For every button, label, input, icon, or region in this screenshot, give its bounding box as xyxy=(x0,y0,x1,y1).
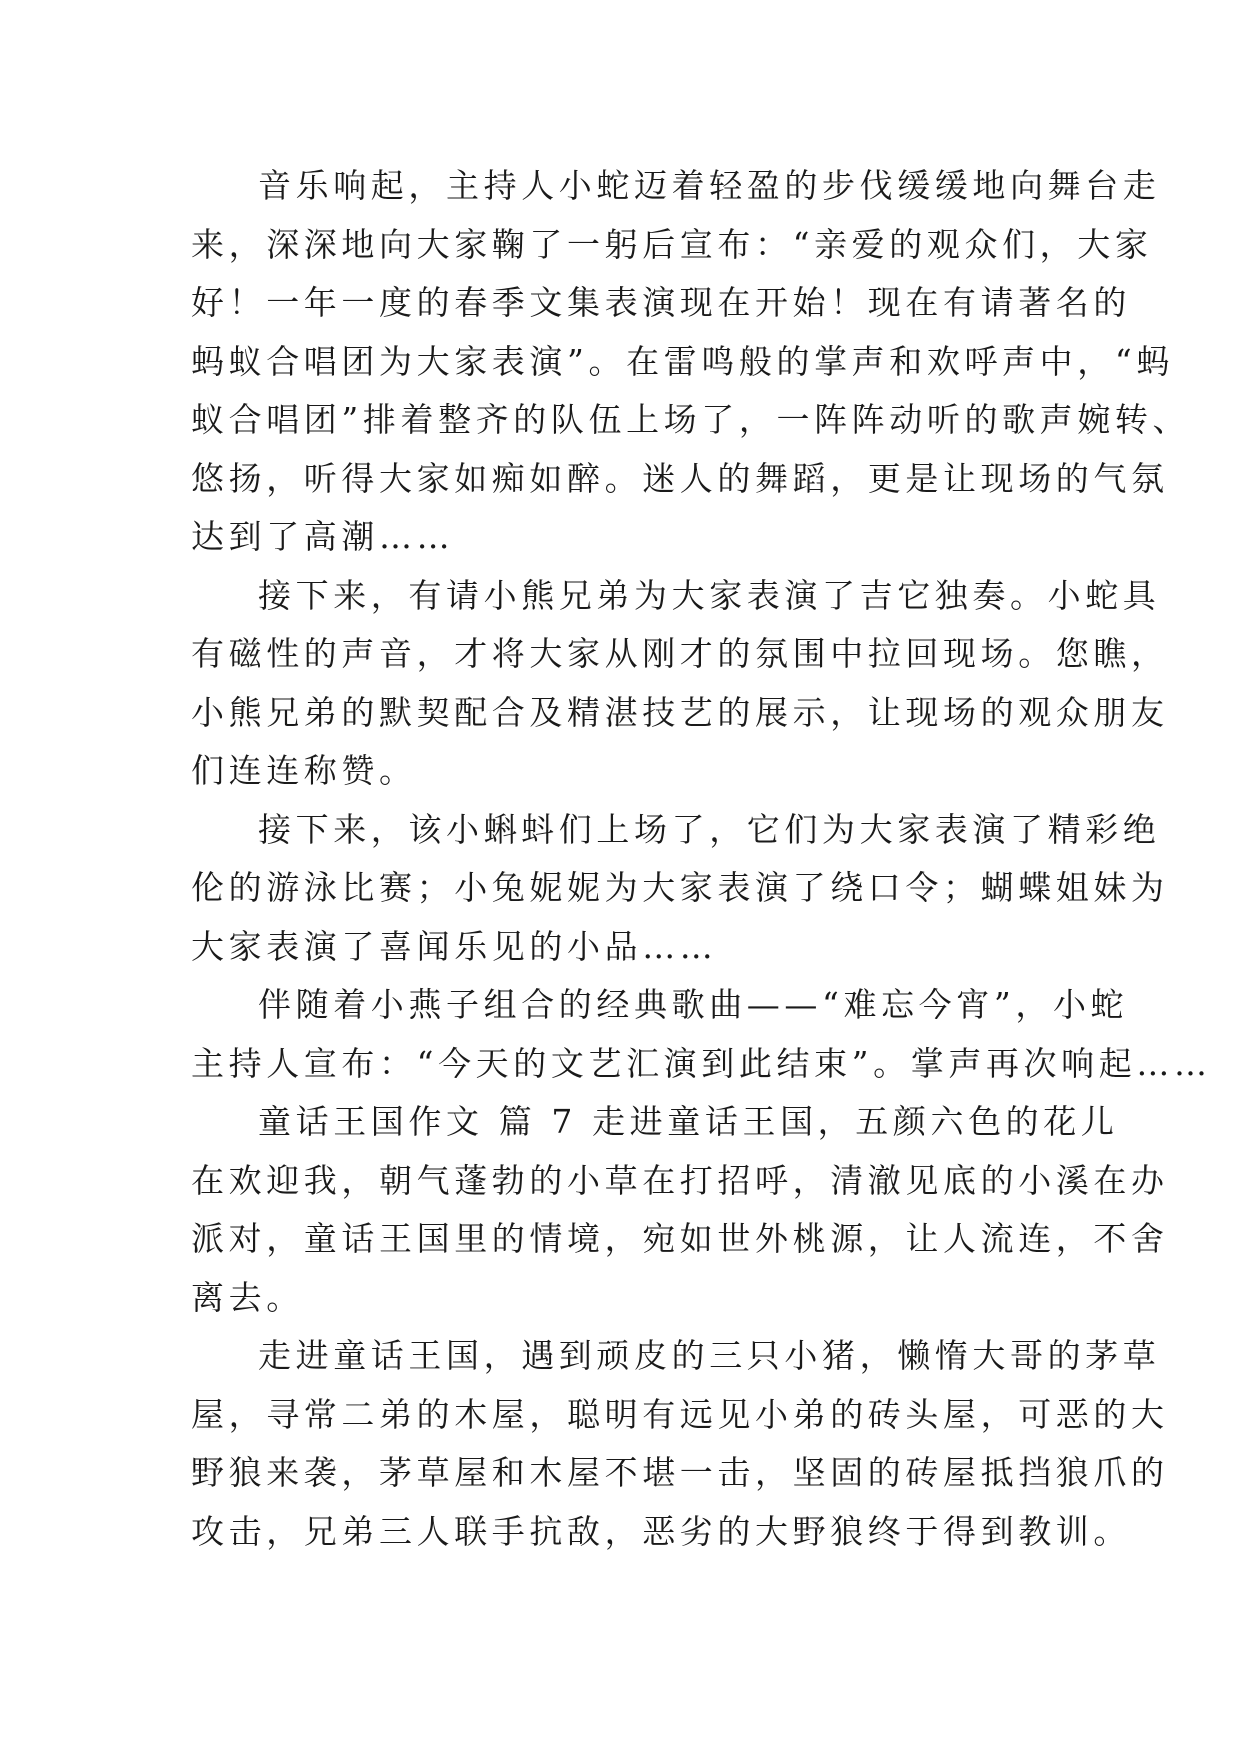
text-line: 在欢迎我，朝气蓬勃的小草在打招呼，清澈见底的小溪在办 xyxy=(191,1160,1169,1200)
text-line: 小熊兄弟的默契配合及精湛技艺的展示，让现场的观众朋友 xyxy=(191,692,1169,732)
text-line: 蚂蚁合唱团为大家表演”。在雷鸣般的掌声和欢呼声中，“蚂 xyxy=(191,341,1174,381)
text-line: 伦的游泳比赛；小兔妮妮为大家表演了绕口令；蝴蝶姐妹为 xyxy=(191,868,1169,907)
text-line: 主持人宣布：“今天的文艺汇演到此结束”。掌声再次响起…… xyxy=(191,1043,1212,1083)
text-line: 蚁合唱团”排着整齐的队伍上场了，一阵阵动听的歌声婉转、 xyxy=(191,400,1191,439)
text-line: 来，深深地向大家鞠了一躬后宣布：“亲爱的观众们，大家 xyxy=(191,224,1153,264)
text-line: 好！一年一度的春季文集表演现在开始！现在有请著名的 xyxy=(191,283,1131,322)
text-line: 音乐响起，主持人小蛇迈着轻盈的步伐缓缓地向舞台走 xyxy=(258,166,1161,205)
text-line: 接下来，该小蝌蚪们上场了，它们为大家表演了精彩绝 xyxy=(258,809,1161,849)
text-line: 们连连称赞。 xyxy=(191,751,417,790)
text-line: 悠扬，听得大家如痴如醉。迷人的舞蹈，更是让现场的气氛 xyxy=(191,458,1169,498)
text-line: 有磁性的声音，才将大家从刚才的氛围中拉回现场。您瞧， xyxy=(191,634,1169,673)
text-line: 接下来，有请小熊兄弟为大家表演了吉它独奏。小蛇具 xyxy=(258,575,1161,615)
text-line: 攻击，兄弟三人联手抗敌，恶劣的大野狼终于得到教训。 xyxy=(191,1511,1131,1551)
text-line: 走进童话王国，遇到顽皮的三只小猪，懒惰大哥的茅草 xyxy=(258,1336,1161,1375)
body-text xyxy=(191,157,1212,1561)
text-line: 大家表演了喜闻乐见的小品…… xyxy=(191,926,718,966)
text-line: 达到了高潮…… xyxy=(191,517,455,556)
text-line: 童话王国作文 篇 7 走进童话王国，五颜六色的花儿 xyxy=(258,1102,1119,1141)
text-line: 离去。 xyxy=(191,1277,304,1317)
text-line: 派对，童话王国里的情境，宛如世外桃源，让人流连，不舍 xyxy=(191,1219,1169,1258)
text-line: 野狼来袭，茅草屋和木屋不堪一击，坚固的砖屋抵挡狼爪的 xyxy=(191,1453,1169,1492)
text-line: 屋，寻常二弟的木屋，聪明有远见小弟的砖头屋，可恶的大 xyxy=(191,1394,1169,1434)
text-line: 伴随着小燕子组合的经典歌曲——“难忘今宵”，小蛇 xyxy=(258,985,1129,1024)
